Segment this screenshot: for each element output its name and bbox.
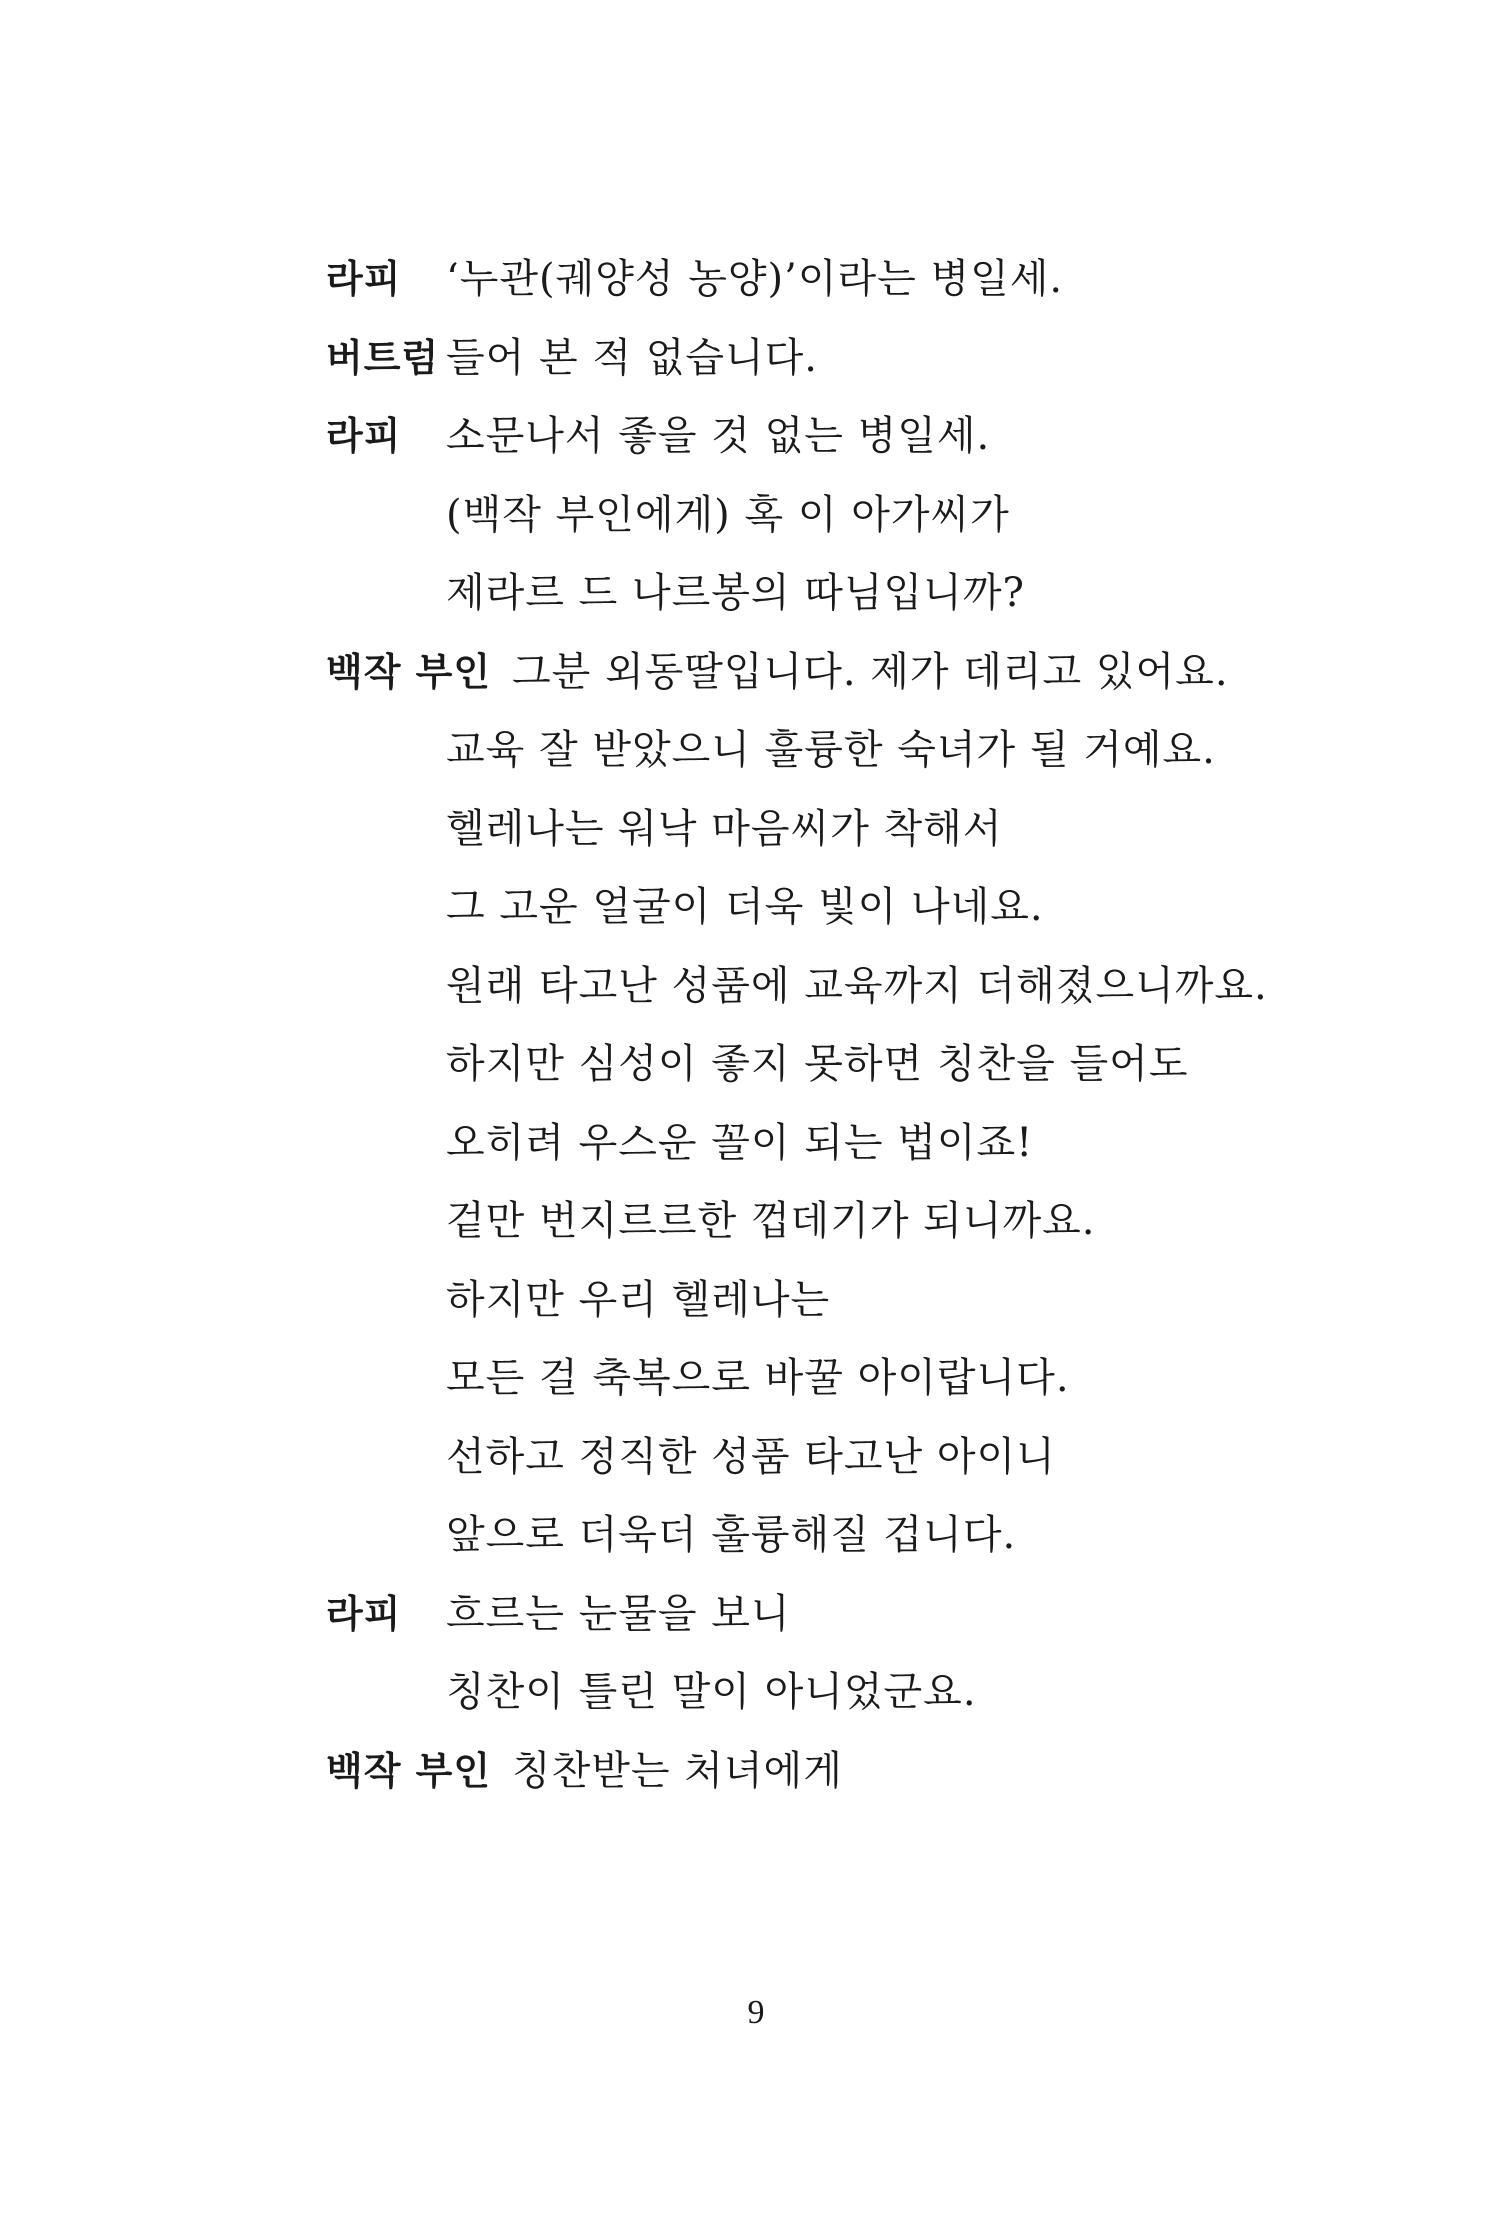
dialogue-text: 겉만 번지르르한 껍데기가 되니까요.	[446, 1198, 1096, 1244]
script-line	[326, 484, 1326, 563]
speaker-name: 라피	[326, 1591, 402, 1636]
dialogue-text: 칭찬이 틀린 말이 아니었군요.	[446, 1669, 977, 1715]
dialogue-text: 앞으로 더욱더 훌륭해질 겁니다.	[446, 1512, 1017, 1558]
dialogue-text: 칭찬받는 처녀에게	[512, 1747, 843, 1794]
dialogue-text: 하지만 우리 헬레나는	[446, 1276, 831, 1323]
dialogue-text: 선하고 정직한 성품 타고난 아이니	[446, 1433, 1056, 1480]
script-line	[326, 1269, 1326, 1348]
script-line	[326, 1033, 1326, 1112]
script-line	[326, 876, 1326, 955]
dialogue-text: 오히려 우스운 꼴이 되는 법이죠!	[446, 1119, 1034, 1166]
script-line	[326, 1661, 1326, 1740]
script-line	[326, 1426, 1326, 1505]
script-line	[326, 1112, 1326, 1191]
play-script	[326, 248, 1326, 1818]
dialogue-text: 모든 걸 축복으로 바꿀 아이랍니다.	[446, 1355, 1070, 1401]
script-line	[326, 1740, 1326, 1819]
dialogue-text: 들어 본 적 없습니다.	[446, 334, 818, 381]
script-line	[326, 719, 1326, 798]
script-line	[326, 248, 1326, 327]
script-line	[326, 1583, 1326, 1662]
script-line	[326, 327, 1326, 406]
dialogue-text: 그 고운 얼굴이 더욱 빛이 나네요.	[446, 884, 1044, 930]
speaker-name: 라피	[326, 414, 402, 458]
speaker-name: 백작 부인	[326, 1748, 492, 1793]
dialogue-text: 교육 잘 받았으니 훌륭한 숙녀가 될 거예요.	[446, 727, 1216, 773]
script-line	[326, 641, 1326, 720]
dialogue-text: (백작 부인에게) 혹 이 아가씨가	[446, 491, 1010, 538]
script-line	[326, 1504, 1326, 1583]
speaker-name: 버트럼	[326, 335, 440, 380]
script-line	[326, 955, 1326, 1034]
dialogue-text: ‘누관(궤양성 농양)’이라는 병일세.	[446, 256, 1064, 302]
dialogue-text: 소문나서 좋을 것 없는 병일세.	[446, 413, 991, 459]
dialogue-text: 하지만 심성이 좋지 못하면 칭찬을 들어도	[446, 1041, 1189, 1087]
speaker-name: 라피	[326, 257, 402, 301]
page-number: 9	[747, 1994, 765, 2031]
dialogue-text: 흐르는 눈물을 보니	[446, 1590, 791, 1637]
script-line	[326, 1190, 1326, 1269]
dialogue-text: 그분 외동딸입니다. 제가 데리고 있어요.	[512, 648, 1229, 695]
dialogue-text: 헬레나는 워낙 마음씨가 착해서	[446, 805, 1003, 852]
script-line	[326, 405, 1326, 484]
speaker-name: 백작 부인	[326, 649, 492, 694]
script-line	[326, 1347, 1326, 1426]
dialogue-text: 원래 타고난 성품에 교육까지 더해졌으니까요.	[446, 962, 1268, 1009]
script-line	[326, 798, 1326, 877]
script-line	[326, 562, 1326, 641]
dialogue-text: 제라르 드 나르봉의 따님입니까?	[446, 570, 1025, 616]
